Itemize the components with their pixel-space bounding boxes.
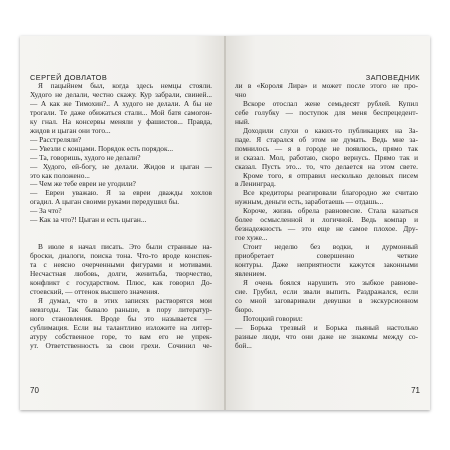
left-page-number: 70 <box>30 386 39 395</box>
text-line: броски, диалоги, поиска тона. Что-то вроде конспек- <box>30 252 212 261</box>
text-line: ли в «Короля Лира» и может после этого не про- <box>235 82 418 90</box>
text-line: и сказал. Мол, работаю, скоро вернусь. Прямо так и <box>235 153 418 162</box>
right-running-head: ЗАПОВЕДНИК <box>365 73 420 82</box>
text-line: Потоцкий говорил: <box>243 314 303 323</box>
text-line: стоевский, — оттенок высшего значения. <box>30 287 160 296</box>
text-line: Короче, жизнь обрела равновесие. Стала казаться <box>243 207 418 216</box>
text-line: сие. Грубил, если звали выпить. Раздражался, если <box>235 287 418 296</box>
text-line: контуры. Даже неприятности кажутся законными <box>235 261 418 270</box>
right-page <box>225 36 430 410</box>
text-line: бой... <box>235 341 252 350</box>
text-line: явлением. <box>235 270 267 279</box>
text-line: безнадежность — это еще не самое плохое. Дру- <box>235 225 418 234</box>
text-line: Я думал, что в этих записях растворятся мои <box>38 296 212 305</box>
text-line: чно <box>235 90 247 99</box>
text-line: — Евреи уважаю. Я за евреи дважды хохлов <box>30 189 212 198</box>
text-line: — Та, говоришь, худого не делали? <box>30 153 141 162</box>
text-line: паде. Я старался об этом не думать. Ведь мне за- <box>235 135 418 144</box>
text-line: — Расстреляли? <box>30 135 82 144</box>
text-line: в Ленинград. <box>235 180 276 189</box>
paragraph-gap <box>30 234 212 243</box>
text-line: ный. <box>235 117 250 126</box>
text-line: Несчастная любовь, долги, женитьба, творчество, <box>30 269 212 278</box>
text-line: — Чем же тебе евреи не угодили? <box>30 180 136 189</box>
text-line: ут. Ответственность за свои грехи. Сочинил че- <box>30 341 212 350</box>
text-line: — Как за что?! Цыган и есть цыган... <box>30 216 147 225</box>
text-line: сублимация. Если вы талантливо изложите на литер- <box>30 323 212 332</box>
text-line: — За что? <box>30 207 62 216</box>
text-line: ку гнал. На консервы меняли у фашистов... Правда, <box>30 117 212 126</box>
text-line: Худого не делали, честно скажу. Кур забрали, свиней... <box>30 90 212 99</box>
text-line: Я пацыйнем был, когда здесь немцы стояли. <box>38 82 212 90</box>
text-line: атуру собственное горе, то вам его не упрек- <box>30 332 212 341</box>
text-line: Кроме того, я отправил несколько деловых писем <box>243 171 418 180</box>
text-line: сказал. Пусть это... то, что делается на этом свете. <box>235 162 418 171</box>
text-line: В июле я начал писать. Это были странные на- <box>38 243 212 252</box>
book-gutter <box>224 36 226 410</box>
left-page <box>20 36 225 410</box>
text-line: та с неясно очерченными фигурами и мотивами. <box>30 261 212 270</box>
text-line: Все кредиторы реагировали благородно же считаю <box>243 189 418 198</box>
text-line: со мной заговаривали девушки в экскурсионном <box>235 296 418 305</box>
text-line: трогали. Те даже обижаться стали... Мой батя самогон- <box>30 108 212 117</box>
text-line: — Борька трезвый и Борька пьяный настолько <box>235 323 418 332</box>
text-line: — Худого, ей-богу, не делали. Жидов и цыган — <box>30 162 212 171</box>
text-line: приобретает совершенно четкие <box>235 252 418 261</box>
text-line: нужным, деньги есть, заработаешь — отдашь... <box>235 198 384 207</box>
text-line: это как положено... <box>30 171 90 180</box>
left-page-text <box>30 82 212 351</box>
text-line: Стоит неделю без водки, и дурмонный <box>243 243 418 252</box>
text-line: жидов и цыган они того... <box>30 126 111 135</box>
paragraph-gap <box>30 225 212 234</box>
text-line: ного становления. Вроде бы это называется — <box>30 314 212 323</box>
left-running-head: СЕРГЕЙ ДОВЛАТОВ <box>30 73 108 82</box>
right-page-text <box>235 82 418 351</box>
text-line: Вскоре отослал жене семьдесят рублей. Купил <box>243 99 418 108</box>
text-line: гое хуже... <box>235 234 268 243</box>
text-line: — Увезли с концами. Порядок есть порядок... <box>30 144 174 153</box>
text-line: невзгоды. Так бывало раньше, в пору литератур- <box>30 305 212 314</box>
text-line: огадил. А цыган своими руками передушил бы. <box>30 198 180 207</box>
text-line: Я очень боялся нарушить это зыбкое равнове- <box>243 278 418 287</box>
right-page-number: 71 <box>411 386 420 395</box>
text-line: Доходили слухи о каких-то публикациях на За- <box>243 126 418 135</box>
text-line: конфликт с государством. Плюс, как говорил До- <box>30 278 212 287</box>
text-line: разные люди, что они даже не знакомы между со- <box>235 332 418 341</box>
text-line: себе голубку — поступок для меня беспрецедент- <box>235 108 418 117</box>
text-line: — А как же Тимохин?.. А худого не делали. А бы не <box>30 99 212 108</box>
text-line: помнилось — я в городе не появлюсь, прямо так <box>235 144 418 153</box>
book-spread <box>20 36 430 410</box>
text-line: более осмысленной и логичной. Ведь компар и <box>235 216 418 225</box>
text-line: бюро. <box>235 305 254 314</box>
